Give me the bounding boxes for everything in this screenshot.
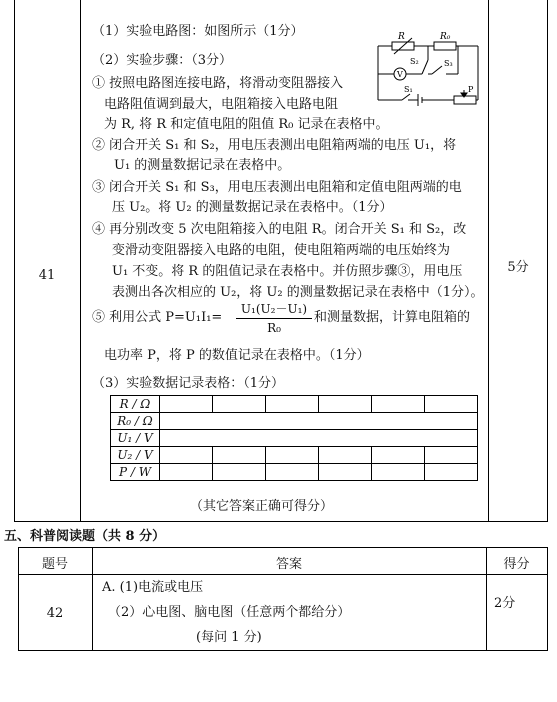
q41-border-bottom — [14, 521, 548, 522]
q41-step4-line2: 变滑动变阻器接入电路的电阻，使电阻箱两端的电压始终为 — [112, 243, 451, 258]
table-row — [111, 447, 478, 464]
row-header: R / Ω — [111, 396, 160, 413]
q42-number: 42 — [46, 606, 64, 621]
q41-step4-line4: 表测出各次相应的 U₂，将 U₂ 的测量数据记录在表格中（1分）。 — [112, 285, 484, 300]
q41-number: 41 — [38, 268, 56, 283]
q41-step1-line2: 电路阻值调到最大，电阻箱接入电路电阻 — [104, 97, 339, 112]
q41-score: 5分 — [507, 260, 529, 275]
q41-step3-line1: ③ 闭合开关 S₁ 和 S₃，用电压表测出电阻箱和定值电阻两端的电 — [92, 180, 462, 195]
circuit-label-V: V — [397, 70, 403, 79]
q41-part2-title: （2）实验步骤：（3分） — [92, 53, 233, 68]
s5-border-top — [18, 547, 548, 548]
circuit-label-R0: R₀ — [440, 32, 451, 42]
q41-formula-numerator: U₁(U₂－U₁) — [240, 302, 308, 316]
q41-step4-line3: U₁ 不变。将 R 的阻值记录在表格中。并仿照步骤③，用电压 — [112, 264, 463, 279]
circuit-label-S2: S₂ — [410, 57, 419, 66]
s5-header-answer: 答案 — [275, 557, 302, 572]
data-record-table — [110, 395, 478, 481]
s5-border-right — [547, 547, 548, 651]
q41-step5-lead: ⑤ 利用公式 P=U₁I₁= — [92, 310, 223, 325]
q41-formula-denominator: R₀ — [267, 321, 281, 335]
q41-step5-tail: 和测量数据，计算电阻箱的 — [314, 310, 471, 325]
q42-line3: (每问 1 分) — [196, 630, 262, 645]
s5-header-score: 得分 — [503, 557, 530, 572]
table-row — [111, 413, 478, 430]
q41-part3: （3）实验数据记录表格：（1分） — [92, 376, 285, 391]
q41-step2-line1: ② 闭合开关 S₁ 和 S₂，用电压表测出电阻箱两端的电压 U₁，将 — [92, 138, 457, 153]
circuit-label-S3: S₃ — [444, 59, 453, 68]
row-header: U₂ / V — [111, 447, 160, 464]
q41-part1: （1）实验电路图：如图所示（1分） — [92, 24, 304, 39]
q41-step2-line2: U₁ 的测量数据记录在表格中。 — [114, 158, 291, 173]
circuit-label-S1: S₁ — [404, 85, 413, 94]
s5-header-number: 题号 — [41, 557, 68, 572]
circuit-label-R: R — [398, 32, 405, 42]
q41-border-left — [14, 0, 15, 521]
q41-step4-line1: ④ 再分别改变 5 次电阻箱接入的电阻 R。闭合开关 S₁ 和 S₂，改 — [92, 222, 467, 237]
circuit-label-P: P — [468, 85, 474, 94]
q41-step1-line3: 为 R, 将 R 和定值电阻的阻值 R₀ 记录在表格中。 — [104, 117, 389, 132]
q41-step3-line2: 压 U₂。将 U₂ 的测量数据记录在表格中。（1分） — [112, 200, 393, 215]
circuit-diagram — [372, 28, 484, 110]
q41-step5-line2: 电功率 P，将 P 的数值记录在表格中。（1分） — [104, 348, 370, 363]
q41-border-col1 — [80, 0, 81, 521]
q42-line2: （2）心电图、脑电图（任意两个都给分） — [108, 605, 351, 620]
table-row — [111, 396, 478, 413]
row-header: U₁ / V — [111, 430, 160, 447]
row-header: R₀ / Ω — [111, 413, 160, 430]
row-header: P / W — [111, 464, 160, 481]
table-row — [111, 430, 478, 447]
q41-step1-line1: ① 按照电路图连接电路，将滑动变阻器接入 — [92, 76, 344, 91]
q42-score: 2分 — [494, 596, 516, 611]
q42-line1: A. (1)电流或电压 — [102, 580, 204, 595]
s5-border-bottom — [18, 650, 548, 651]
q41-note: （其它答案正确可得分） — [190, 499, 334, 514]
s5-border-header — [18, 574, 548, 575]
q41-formula-bar — [236, 318, 312, 319]
table-row — [111, 464, 478, 481]
section5-title: 五、科普阅读题（共 8 分） — [4, 529, 166, 544]
